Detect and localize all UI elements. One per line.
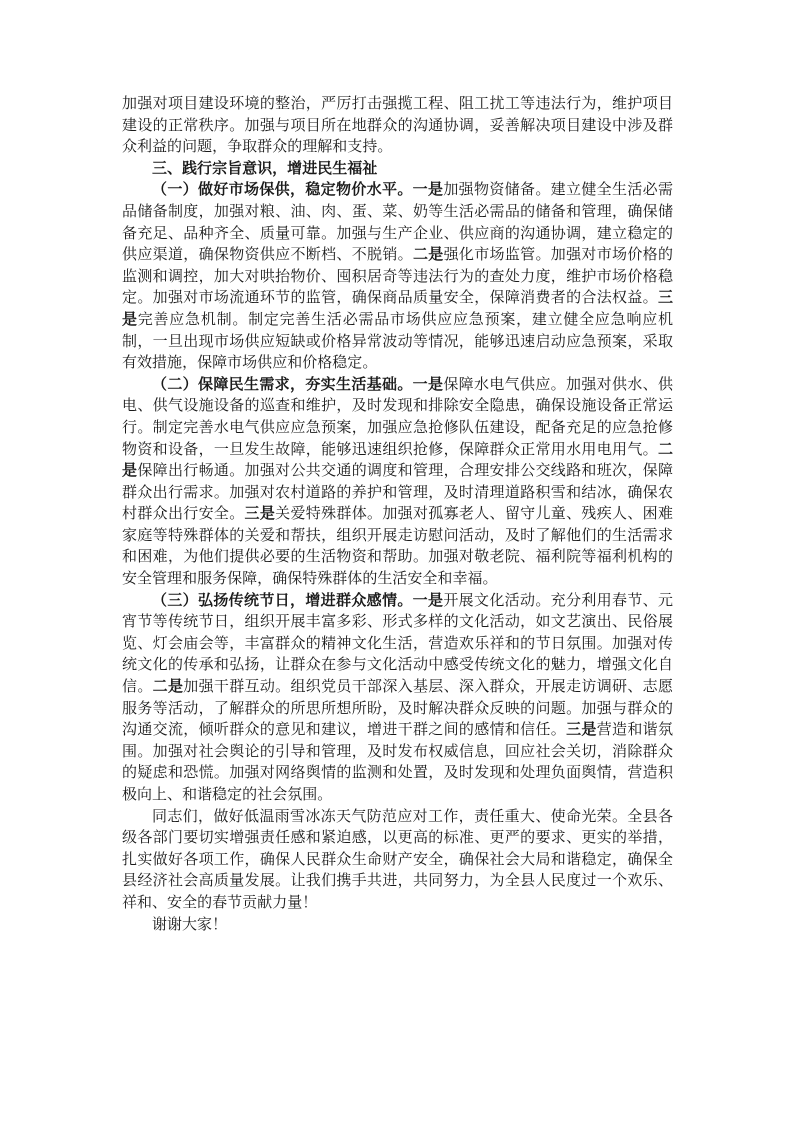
point-label: 二是 — [412, 245, 444, 264]
point-text: 营造和谐氛围。加强对社会舆论的引导和管理，及时发布权威信息，回应社会关切，消除群众的疑虑和恐慌。加强对网络舆情的监测和处置，及时发现和处理负面舆情，营造积极向上、和谐稳定的社会氛围。 — [122, 720, 673, 803]
point-label: 三是 — [122, 288, 673, 328]
thanks-line: 谢谢大家！ — [152, 914, 228, 933]
subsection-3-paragraph — [122, 590, 673, 806]
subsection-2-paragraph — [122, 374, 673, 590]
point-label: 三是 — [244, 504, 276, 523]
point-label: 三是 — [566, 720, 597, 739]
subsection-1-paragraph — [122, 179, 673, 373]
point-text: 加强干群互动。组织党员干部深入基层、深入群众，开展走访调研、志愿服务等活动，了解群众的所思所想所盼，及时解决群众反映的问题。加强与群众的沟通交流，倾听群众的意见和建议，增进干群之间的感情和信任。 — [122, 677, 674, 739]
point-text: 开展文化活动。充分利用春节、元宵节等传统节日，组织开展丰富多彩、形式多样的文化活动，如文艺演出、民俗展览、灯会庙会等，丰富群众的精神文化生活，营造欢乐祥和的节日氛围。加强对传统文化的传承和弘扬，让群众在参与文化活动中感受传统文化的魅力，增强文化自信。 — [122, 590, 673, 696]
point-label: 一是 — [412, 180, 444, 199]
intro-paragraph: 加强对项目建设环境的整治，严厉打击强揽工程、阻工扰工等违法行为，维护项目建设的正常秩序。加强与项目所在地群众的沟通协调，妥善解决项目建设中涉及群众利益的问题，争取群众的理解和支持。 — [122, 94, 673, 156]
point-text: 保障出行畅通。加强对公共交通的调度和管理，合理安排公交线路和班次，保障群众出行需求。加强对农村道路的养护和管理，及时清理道路积雪和结冰，确保农村群众出行安全。 — [122, 461, 673, 523]
closing-paragraph: 同志们，做好低温雨雪冰冻天气防范应对工作，责任重大、使命光荣。全县各级各部门要切实增强责任感和紧迫感，以更高的标准、更严的要求、更实的举措，扎实做好各项工作，确保人民群众生命财产安全，确保社会大局和谐稳定，确保全县经济社会高质量发展。让我们携手共进，共同努力，为全县人民度过一个欢乐、祥和、安全的春节贡献力量！ — [122, 806, 673, 911]
point-text: 保障水电气供应。加强对供水、供电、供气设施设备的巡查和维护，及时发现和排除安全隐患，确保设施设备正常运行。制定完善水电气供应应急预案，加强应急抢修队伍建设，配备充足的应急抢修物资和设备，一旦发生故障，能够迅速组织抢修，保障群众正常用水用电用气。 — [122, 374, 673, 458]
point-label: 二是 — [152, 677, 184, 696]
subsection-3-title: （三）弘扬传统节日，增进群众感情。 — [152, 590, 413, 609]
point-label: 二是 — [122, 439, 673, 480]
point-text: 关爱特殊群体。加强对孤寡老人、留守儿童、残疾人、困难家庭等特殊群体的关爱和帮扶，组织开展走访慰问活动，及时了解他们的生活需求和困难，为他们提供必要的生活物资和帮助。加强对敬老院、福利院等福利机构的安全管理和服务保障，确保特殊群体的生活安全和幸福。 — [122, 504, 674, 588]
subsection-1-title: （一）做好市场保供，稳定物价水平。 — [152, 180, 413, 199]
point-text: 完善应急机制。制定完善生活必需品市场供应应急预案，建立健全应急响应机制，一旦出现市场供应短缺或价格异常波动等情况，能够迅速启动应急预案，采取有效措施，保障市场供应和价格稳定。 — [122, 309, 673, 372]
point-label: 一是 — [412, 374, 444, 393]
point-text: 加强物资储备。建立健全生活必需品储备制度，加强对粮、油、肉、蛋、菜、奶等生活必需品的储备和管理，确保储备充足、品种齐全、质量可靠。加强与生产企业、供应商的沟通协调，建立稳定的供应渠道，确保物资供应不断档、不脱销。 — [122, 180, 673, 264]
section-heading: 三、践行宗旨意识，增进民生福祉 — [152, 158, 378, 177]
document-body — [122, 93, 673, 935]
point-label: 一是 — [412, 590, 444, 609]
point-text: 强化市场监管。加强对市场价格的监测和调控，加大对哄抬物价、囤积居奇等违法行为的查处力度，维护市场价格稳定。加强对市场流通环节的监管，确保商品质量安全，保障消费者的合法权益。 — [122, 245, 673, 307]
subsection-2-title: （二）保障民生需求，夯实生活基础。 — [152, 374, 413, 393]
